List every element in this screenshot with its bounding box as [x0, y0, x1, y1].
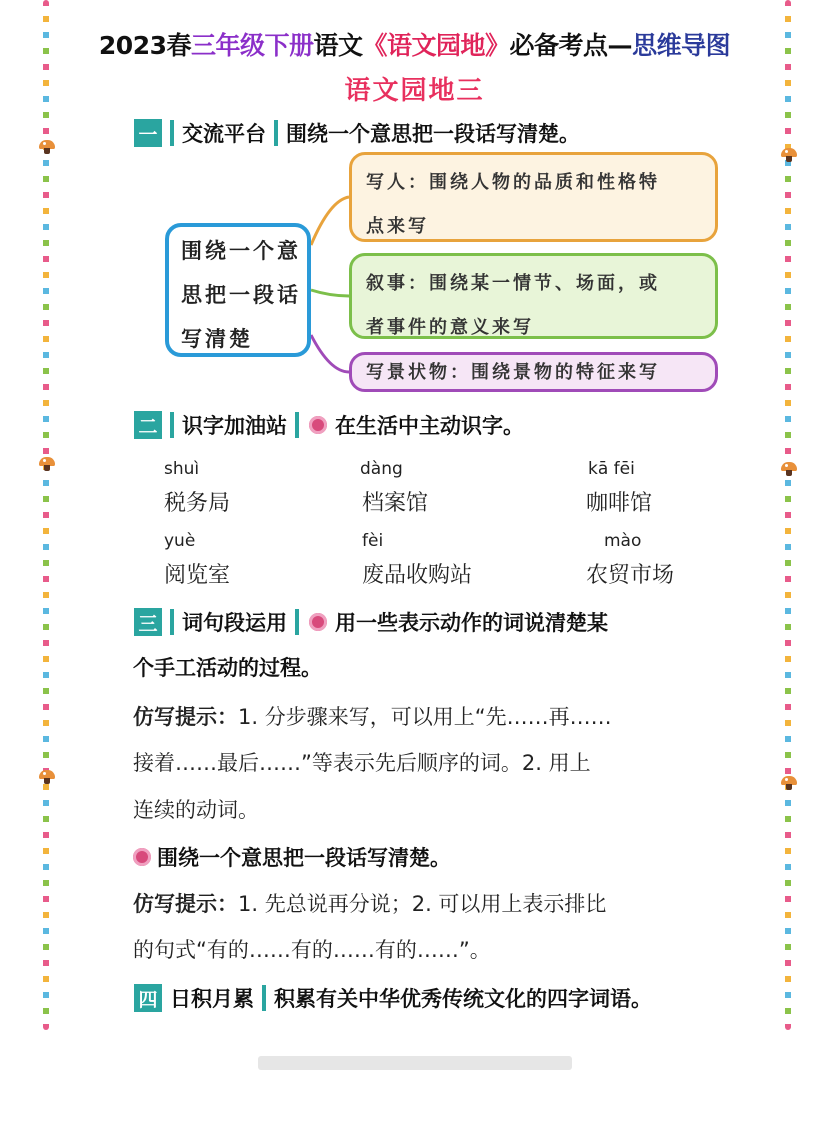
pinyin: yuè [164, 531, 196, 551]
vocab-word: 档案馆 [362, 491, 429, 516]
section-desc: 用一些表示动作的词说清楚某 [335, 611, 608, 635]
pinyin: mào [604, 531, 642, 551]
section-desc: 在生活中主动识字。 [335, 414, 524, 438]
tip-1-line-1 [133, 701, 612, 731]
tip-label: 仿写提示： [133, 892, 238, 916]
tip-1-line-3: 连续的动词。 [133, 798, 259, 822]
header-subject: 语文 [313, 31, 363, 60]
header-unit: 《语文园地》 [362, 31, 510, 60]
vocab-word: 阅览室 [164, 563, 231, 588]
center-line: 思把一段话 [181, 282, 301, 307]
tip-text: 1. 先总说再分说；2. 可以用上表示排比 [238, 892, 607, 916]
divider [295, 412, 299, 438]
branch-line: 写景状物：围绕景物的特征来写 [366, 362, 660, 383]
section-number: 二 [134, 411, 162, 439]
vocab-word: 农贸市场 [586, 563, 675, 588]
header-year: 2023春 [98, 31, 191, 60]
section-3-continued: 个手工活动的过程。 [133, 656, 322, 680]
branch-line: 点来写 [366, 216, 429, 237]
header-topic: 必备考点— [509, 31, 633, 60]
center-line: 写清楚 [181, 326, 253, 351]
page-subtitle: 语文园地三 [344, 76, 485, 106]
section-title: 交流平台 [182, 122, 266, 146]
mindmap-branch-narrative [349, 253, 718, 339]
pinyin: shuì [164, 459, 200, 479]
tip-2-line-2: 的句式“有的……有的……有的……”。 [133, 938, 491, 962]
flower-icon [133, 848, 151, 866]
section-2-heading [134, 410, 524, 440]
center-line: 围绕一个意 [181, 238, 301, 263]
vocab-word: 税务局 [164, 491, 231, 516]
branch-line: 者事件的意义来写 [366, 317, 534, 338]
tip-1-line-2: 接着……最后……”等表示先后顺序的词。2. 用上 [133, 751, 591, 775]
tip-text: 1. 分步骤来写，可以用上“先……再…… [238, 705, 612, 729]
vocab-word: 废品收购站 [362, 563, 473, 588]
branch-line: 叙事：围绕某一情节、场面，或 [366, 273, 660, 294]
section-title: 词句段运用 [182, 611, 287, 635]
header-grade: 三年级下册 [191, 31, 314, 60]
pinyin: fèi [362, 531, 384, 551]
blurred-footer [258, 1056, 572, 1070]
section-number: 三 [134, 608, 162, 636]
mindmap-center [165, 223, 311, 357]
sub-heading-text: 围绕一个意思把一段话写清楚。 [157, 846, 451, 870]
section-number: 一 [134, 119, 162, 147]
pinyin: kā fēi [588, 459, 635, 479]
section-title: 日积月累 [170, 987, 254, 1011]
flower-icon [309, 416, 327, 434]
section-desc: 围绕一个意思把一段话写清楚。 [286, 122, 580, 146]
divider [262, 985, 266, 1011]
pinyin: dàng [360, 459, 403, 479]
section-desc: 积累有关中华优秀传统文化的四字词语。 [274, 987, 652, 1011]
mindmap-branch-scenery [349, 352, 718, 392]
section-4-heading [134, 983, 652, 1013]
section-3-heading [134, 607, 608, 637]
divider [170, 609, 174, 635]
section-number: 四 [134, 984, 162, 1012]
tip-label: 仿写提示： [133, 705, 238, 729]
section-title: 识字加油站 [182, 414, 287, 438]
header-type: 思维导图 [632, 31, 731, 60]
divider [170, 412, 174, 438]
branch-line: 写人：围绕人物的品质和性格特 [366, 172, 660, 193]
mindmap-branch-people [349, 152, 718, 242]
flower-icon [309, 613, 327, 631]
vocab-word: 咖啡馆 [586, 491, 653, 516]
tip-2-line-1 [133, 888, 606, 918]
divider [295, 609, 299, 635]
sub-heading-2 [133, 842, 451, 872]
